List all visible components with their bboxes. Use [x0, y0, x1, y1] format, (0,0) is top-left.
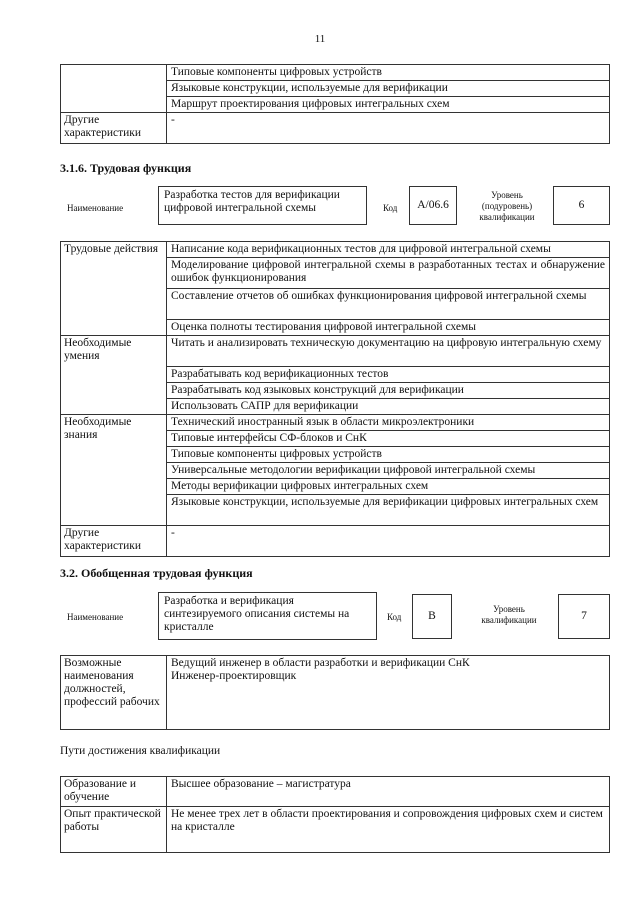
knowledge-item: Языковые конструкции, используемые для верификации — [167, 81, 610, 97]
knowledge-item: Технический иностранный язык в области микроэлектроники — [167, 415, 610, 431]
group-label-knowledge: Необходимые знания — [61, 415, 167, 526]
other-characteristics-value: - — [167, 526, 610, 557]
code-label: Код — [383, 203, 398, 213]
code-value: B — [412, 594, 452, 639]
knowledge-item: Типовые компоненты цифровых устройств — [167, 447, 610, 463]
level-label: Уровень (подуровень) квалификации — [479, 189, 535, 222]
skill-item: Разрабатывать код верификационных тестов — [167, 367, 610, 383]
empty-label-cell — [61, 65, 167, 113]
name-value: Разработка и верификация синтезируемого описания системы на кристалле — [158, 592, 377, 640]
section-heading: 3.1.6. Трудовая функция — [60, 161, 192, 175]
skill-item: Использовать САПР для верификации — [167, 399, 610, 415]
group-label-labor-actions: Трудовые действия — [61, 242, 167, 336]
skill-item: Разрабатывать код языковых конструкций для верификации — [167, 383, 610, 399]
position-item: Ведущий инженер в области разработки и верификации СнК — [171, 657, 470, 669]
other-characteristics-label: Другие характеристики — [61, 113, 167, 144]
labor-function-table — [60, 241, 610, 557]
name-label: Наименование — [67, 203, 124, 213]
qualification-paths-heading: Пути достижения квалификации — [60, 745, 221, 757]
labor-action-item: Оценка полноты тестирования цифровой интегральной схемы — [167, 320, 610, 336]
labor-action-item: Написание кода верификационных тестов для цифровой интегральной схемы — [167, 242, 610, 258]
positions-list — [167, 656, 610, 730]
page-number: 11 — [314, 33, 326, 45]
knowledge-item: Типовые компоненты цифровых устройств — [167, 65, 610, 81]
positions-table — [60, 655, 610, 730]
group-label-other: Другие характеристики — [61, 526, 167, 557]
level-label: Уровень квалификации — [481, 604, 537, 625]
path-label: Образование и обучение — [61, 777, 167, 807]
path-value: Высшее образование – магистратура — [167, 777, 610, 807]
code-value: A/06.6 — [409, 186, 457, 225]
name-value: Разработка тестов для верификации цифровой интегральной схемы — [158, 186, 367, 225]
name-label: Наименование — [67, 612, 124, 622]
skill-item: Читать и анализировать техническую документацию на цифровую интегральную схему — [167, 336, 610, 367]
knowledge-item: Языковые конструкции, используемые для верификации цифровых интегральных схем — [167, 495, 610, 526]
labor-action-item: Моделирование цифровой интегральной схемы в разработанных тестах и обнаружение ошибок функционирования — [167, 258, 610, 289]
labor-action-item: Составление отчетов об ошибках функционирования цифровой интегральной схемы — [167, 289, 610, 320]
position-item: Инженер-проектировщик — [171, 670, 297, 682]
code-label: Код — [387, 612, 402, 622]
qualification-paths-table — [60, 776, 610, 853]
other-characteristics-value: - — [167, 113, 610, 144]
path-label: Опыт практической работы — [61, 807, 167, 853]
top-continuation-table — [60, 64, 610, 144]
level-value: 7 — [558, 594, 610, 639]
knowledge-item: Методы верификации цифровых интегральных схем — [167, 479, 610, 495]
positions-label: Возможные наименования должностей, профессий рабочих — [61, 656, 167, 730]
group-label-skills: Необходимые умения — [61, 336, 167, 415]
knowledge-item: Универсальные методологии верификации цифровой интегральной схемы — [167, 463, 610, 479]
section-heading: 3.2. Обобщенная трудовая функция — [60, 566, 253, 580]
path-value: Не менее трех лет в области проектирования и сопровождения цифровых схем и систем на кристалле — [167, 807, 610, 853]
knowledge-item: Типовые интерфейсы СФ-блоков и СнК — [167, 431, 610, 447]
level-value: 6 — [553, 186, 610, 225]
knowledge-item: Маршрут проектирования цифровых интегральных схем — [167, 97, 610, 113]
